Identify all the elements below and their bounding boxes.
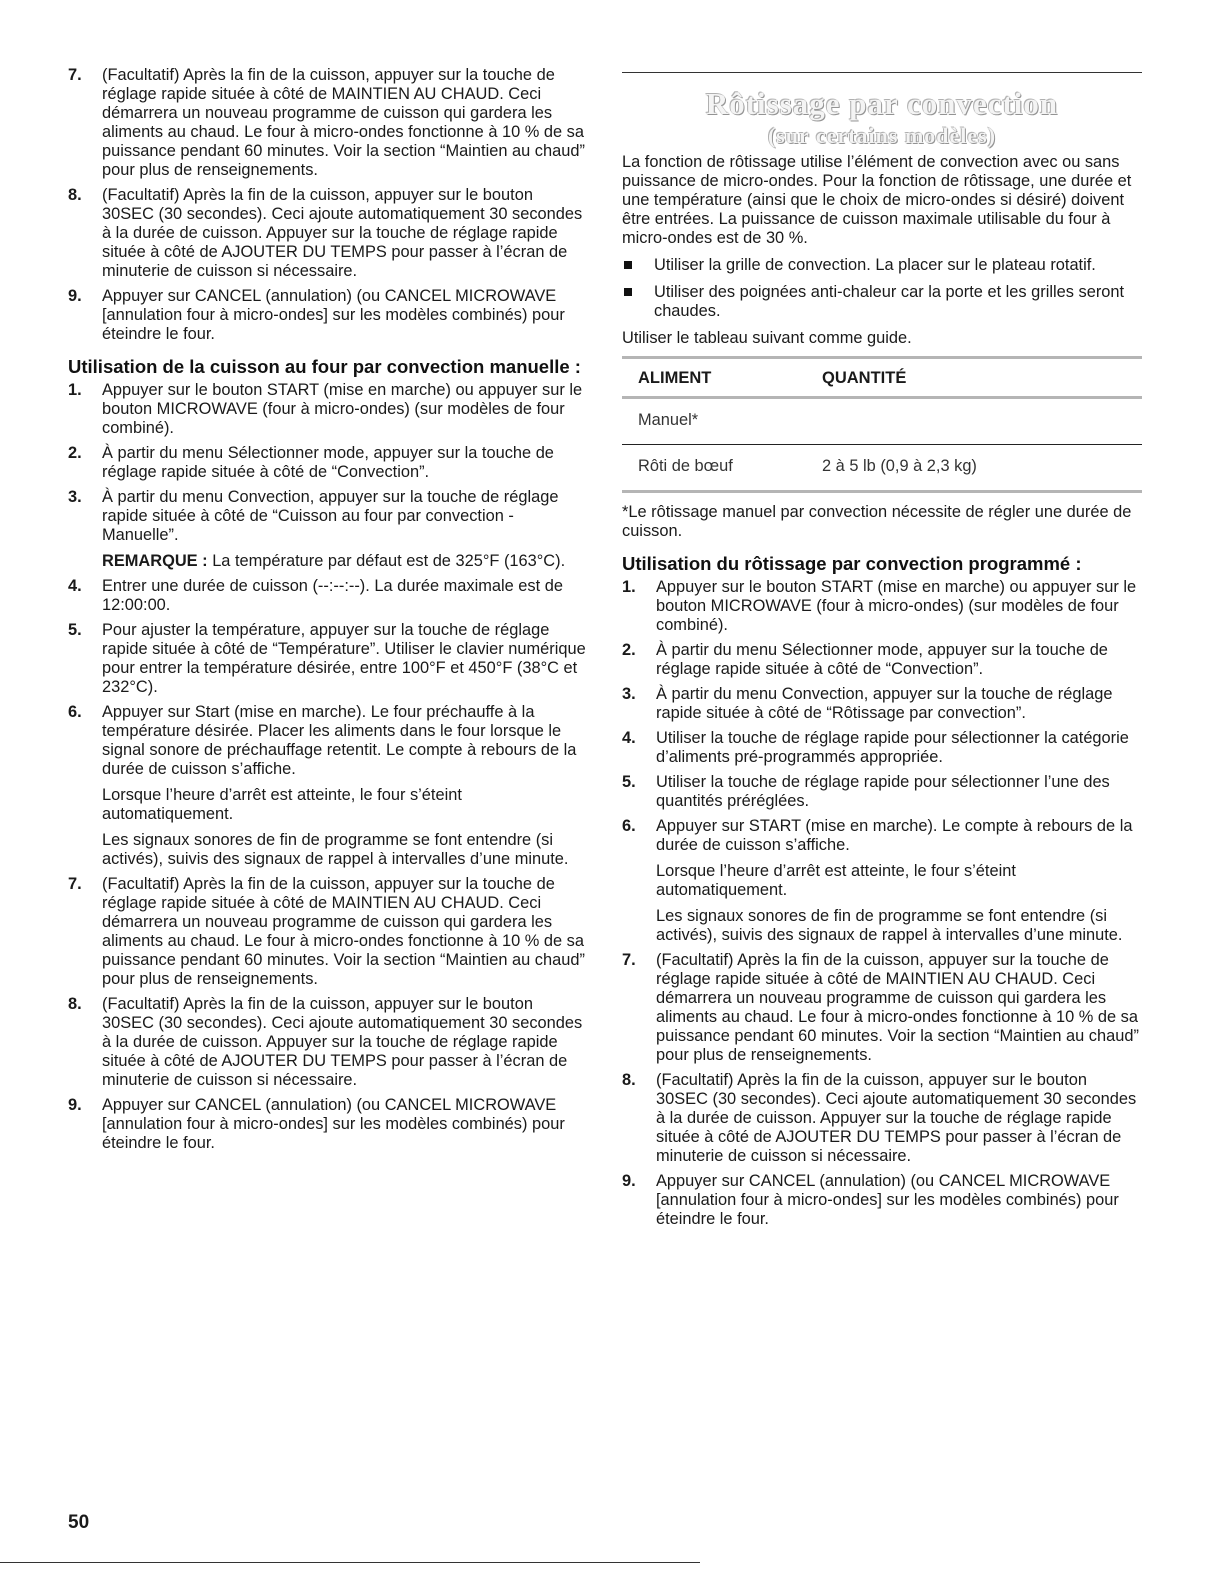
list-item [68, 381, 588, 438]
list-item [68, 444, 588, 482]
step-text: Utiliser la touche de réglage rapide pour sélectionner la catégorie d’aliments pré-programmés appropriée. [656, 729, 1129, 766]
step-number: 1. [622, 578, 636, 596]
list-item [68, 186, 588, 281]
step-number: 2. [622, 641, 636, 659]
table-cell [806, 398, 1142, 445]
list-item [622, 773, 1142, 811]
table-intro: Utiliser le tableau suivant comme guide. [622, 329, 912, 347]
step-text: (Facultatif) Après la fin de la cuisson, appuyer sur la touche de réglage rapide située à côté de MAINTIEN AU CHAUD. Ceci démarrera un nouveau programme de cuisson qui gardera les aliments au chaud. Le four à micro-ondes fonctionne à 10 % de sa puissance pendant 60 minutes. Voir la section “Maintien au chaud” pour plus de renseignements. [102, 875, 585, 988]
note-label: REMARQUE : [102, 552, 208, 570]
step-text: Appuyer sur CANCEL (annulation) (ou CANCEL MICROWAVE [annulation four à micro-ondes] sur les modèles combinés) pour éteindre le four. [102, 287, 565, 343]
step-text: Appuyer sur CANCEL (annulation) (ou CANCEL MICROWAVE [annulation four à micro-ondes] sur les modèles combinés) pour éteindre le four. [656, 1172, 1119, 1228]
step-text: À partir du menu Convection, appuyer sur la touche de réglage rapide située à côté de “Rôtissage par convection”. [656, 685, 1113, 722]
step-text: (Facultatif) Après la fin de la cuisson, appuyer sur la touche de réglage rapide située à côté de MAINTIEN AU CHAUD. Ceci démarrera un nouveau programme de cuisson qui gardera les aliments au chaud. Le four à micro-ondes fonctionne à 10 % de sa puissance pendant 60 minutes. Voir la section “Maintien au chaud” pour plus de renseignements. [102, 66, 585, 179]
step-number: 9. [68, 1096, 82, 1114]
step-text: Appuyer sur START (mise en marche). Le compte à rebours de la durée de cuisson s’affiche. [656, 817, 1133, 854]
step-number: 7. [68, 875, 82, 893]
step-number: 5. [68, 621, 82, 639]
step-number: 2. [68, 444, 82, 462]
list-item [622, 729, 1142, 767]
square-bullet-icon [624, 261, 632, 269]
step-subtext: Lorsque l’heure d’arrêt est atteinte, le four s’éteint automatiquement. [102, 786, 462, 823]
step-text: À partir du menu Sélectionner mode, appuyer sur la touche de réglage rapide située à côté de “Convection”. [102, 444, 554, 481]
roasting-table [622, 356, 1142, 493]
list-item [622, 951, 1142, 1065]
step-number: 3. [68, 488, 82, 506]
list-item [622, 1172, 1142, 1229]
step-number: 8. [622, 1071, 636, 1089]
list-item [622, 578, 1142, 635]
table-row [622, 398, 1142, 445]
step-subtext: Les signaux sonores de fin de programme se font entendre (si activés), suivis des signaux de rappel à intervalles d’une minute. [102, 831, 569, 868]
bullet-text: Utiliser des poignées anti-chaleur car la porte et les grilles seront chaudes. [654, 283, 1125, 320]
bottom-divider [0, 1562, 700, 1563]
list-item [68, 1096, 588, 1153]
step-text: Utiliser la touche de réglage rapide pour sélectionner l’une des quantités préréglées. [656, 773, 1110, 810]
list-item [622, 641, 1142, 679]
step-number: 9. [622, 1172, 636, 1190]
step-text: (Facultatif) Après la fin de la cuisson, appuyer sur le bouton 30SEC (30 secondes). Ceci ajoute automatiquement 30 secondes à la durée de cuisson. Appuyer sur la touche de réglage rapide située à côté de AJOUTER DU TEMPS pour passer à l’écran de minuterie de cuisson si nécessaire. [656, 1071, 1137, 1165]
square-bullet-icon [624, 288, 632, 296]
manual-convection-steps [68, 381, 588, 1153]
list-item [622, 1071, 1142, 1166]
steps-continued-list [68, 66, 588, 344]
step-subtext: Les signaux sonores de fin de programme se font entendre (si activés), suivis des signaux de rappel à intervalles d’une minute. [656, 907, 1123, 944]
left-column [68, 66, 588, 1159]
step-number: 6. [622, 817, 636, 835]
table-header-row [622, 358, 1142, 398]
tips-list [622, 256, 1142, 321]
right-column [622, 66, 1142, 1235]
step-number: 4. [68, 577, 82, 595]
step-number: 9. [68, 287, 82, 305]
step-number: 5. [622, 773, 636, 791]
list-item [622, 817, 1142, 945]
list-item [68, 577, 588, 615]
step-text: (Facultatif) Après la fin de la cuisson, appuyer sur le bouton 30SEC (30 secondes). Ceci ajoute automatiquement 30 secondes à la durée de cuisson. Appuyer sur la touche de réglage rapide située à côté de AJOUTER DU TEMPS pour passer à l’écran de minuterie de cuisson si nécessaire. [102, 995, 583, 1089]
step-text: Appuyer sur le bouton START (mise en marche) ou appuyer sur le bouton MICROWAVE (four à micro-ondes) (sur modèles de four combiné). [656, 578, 1137, 634]
table-footnote: *Le rôtissage manuel par convection nécessite de régler une durée de cuisson. [622, 503, 1132, 540]
step-text: (Facultatif) Après la fin de la cuisson, appuyer sur la touche de réglage rapide située à côté de MAINTIEN AU CHAUD. Ceci démarrera un nouveau programme de cuisson qui gardera les aliments au chaud. Le four à micro-ondes fonctionne à 10 % de sa puissance pendant 60 minutes. Voir la section “Maintien au chaud” pour plus de renseignements. [656, 951, 1139, 1064]
step-number: 1. [68, 381, 82, 399]
column-header: ALIMENT [622, 358, 806, 398]
table-cell: Rôti de bœuf [622, 445, 806, 492]
list-item [622, 283, 1142, 321]
list-item [68, 995, 588, 1090]
step-text: (Facultatif) Après la fin de la cuisson, appuyer sur le bouton 30SEC (30 secondes). Ceci ajoute automatiquement 30 secondes à la durée de cuisson. Appuyer sur la touche de réglage rapide située à côté de AJOUTER DU TEMPS pour passer à l’écran de minuterie de cuisson si nécessaire. [102, 186, 583, 280]
step-text: Appuyer sur CANCEL (annulation) (ou CANCEL MICROWAVE [annulation four à micro-ondes] sur les modèles combinés) pour éteindre le four. [102, 1096, 565, 1152]
list-item [68, 488, 588, 571]
list-item [622, 256, 1142, 275]
step-number: 8. [68, 995, 82, 1013]
page-number: 50 [68, 1512, 90, 1533]
step-text: À partir du menu Sélectionner mode, appuyer sur la touche de réglage rapide située à côté de “Convection”. [656, 641, 1108, 678]
note [102, 552, 588, 571]
list-item [68, 875, 588, 989]
intro-paragraph: La fonction de rôtissage utilise l’élément de convection avec ou sans puissance de micro-ondes. Pour la fonction de rôtissage, une durée et une température (ainsi que le choix de micro-ondes si désiré) doivent être entrées. La puissance de cuisson maximale utilisable du four à micro-ondes est de 30 %. [622, 153, 1132, 247]
section-subtitle: (sur certains modèles) [767, 123, 997, 148]
step-number: 6. [68, 703, 82, 721]
column-header: QUANTITÉ [806, 358, 1142, 398]
table-cell: Manuel* [622, 398, 806, 445]
list-item [622, 685, 1142, 723]
list-item [68, 66, 588, 180]
step-number: 7. [68, 66, 82, 84]
manual-convection-heading: Utilisation de la cuisson au four par convection manuelle : [68, 356, 581, 377]
step-number: 4. [622, 729, 636, 747]
programmed-roast-heading: Utilisation du rôtissage par convection programmé : [622, 553, 1082, 574]
step-text: Pour ajuster la température, appuyer sur la touche de réglage rapide située à côté de “Température”. Utiliser le clavier numérique pour entrer la température désirée, entre 100°F et 450°F (38°C et 232°C). [102, 621, 586, 696]
step-number: 7. [622, 951, 636, 969]
step-number: 8. [68, 186, 82, 204]
step-text: Appuyer sur Start (mise en marche). Le four préchauffe à la température désirée. Placer les aliments dans le four lorsque le signal sonore de préchauffage retentit. Le compte à rebours de la durée de cuisson s’affiche. [102, 703, 577, 778]
table-cell: 2 à 5 lb (0,9 à 2,3 kg) [806, 445, 1142, 492]
bullet-text: Utiliser la grille de convection. La placer sur le plateau rotatif. [654, 256, 1096, 274]
programmed-roast-steps [622, 578, 1142, 1229]
list-item [68, 621, 588, 697]
step-number: 3. [622, 685, 636, 703]
table-row [622, 445, 1142, 492]
list-item [68, 703, 588, 869]
note-text: La température par défaut est de 325°F (163°C). [207, 552, 566, 570]
step-text: Appuyer sur le bouton START (mise en marche) ou appuyer sur le bouton MICROWAVE (four à micro-ondes) (sur modèles de four combiné). [102, 381, 583, 437]
section-divider [622, 72, 1142, 73]
step-text: Entrer une durée de cuisson (--:--:--). La durée maximale est de 12:00:00. [102, 577, 563, 614]
step-subtext: Lorsque l’heure d’arrêt est atteinte, le four s’éteint automatiquement. [656, 862, 1016, 899]
section-title: Rôtissage par convection [705, 86, 1059, 121]
list-item [68, 287, 588, 344]
step-text: À partir du menu Convection, appuyer sur la touche de réglage rapide située à côté de “Cuisson au four par convection - Manuelle”. [102, 488, 559, 544]
